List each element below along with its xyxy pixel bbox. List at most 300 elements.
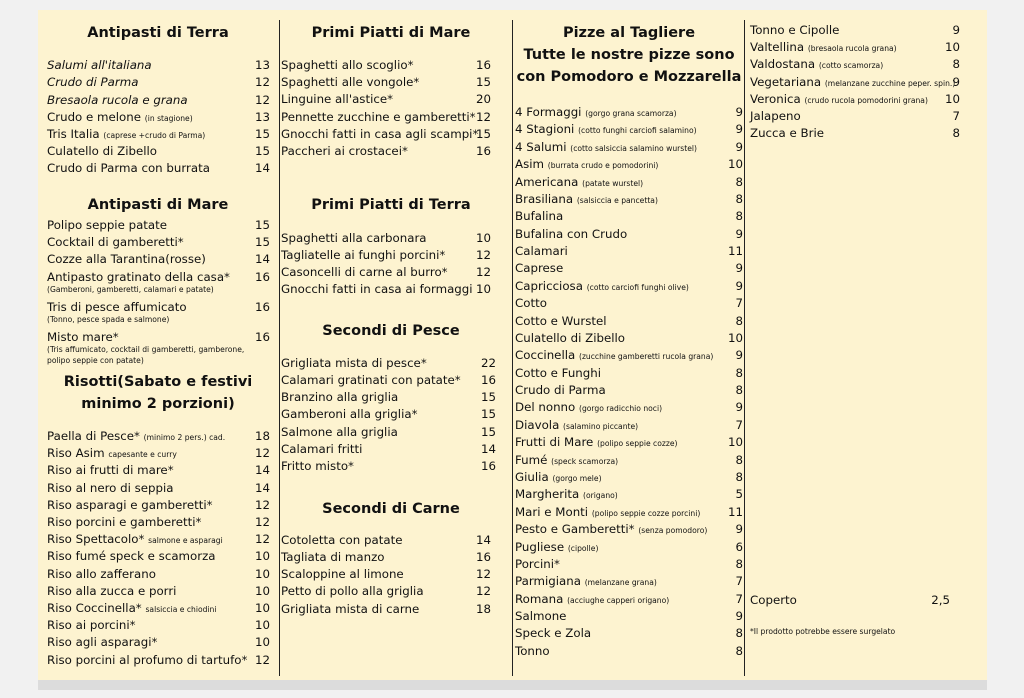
menu-item-row — [515, 331, 625, 345]
menu-item-row — [281, 265, 448, 279]
menu-item-description: (Tonno, pesce spada e salmone) — [47, 315, 170, 324]
menu-item-row — [515, 418, 638, 434]
menu-item-name: Bresaola rucola e grana — [47, 93, 188, 107]
menu-item-price: 16 — [254, 300, 270, 314]
menu-item-description: (melanzane zucchine peper. spin.) — [824, 78, 956, 88]
menu-item-row — [515, 557, 560, 571]
menu-item-name: Tagliatelle ai funghi porcini* — [281, 248, 446, 262]
menu-item-name: Riso al nero di seppia — [47, 480, 174, 495]
menu-item-row — [47, 110, 193, 126]
menu-item-name: Jalapeno — [750, 109, 801, 123]
menu-item-name: 4 Formaggi — [515, 105, 582, 119]
menu-item-row — [47, 58, 152, 72]
menu-item-row — [281, 92, 393, 106]
menu-item-name: Scaloppine al limone — [281, 567, 404, 581]
menu-item-name: Gnocchi fatti in casa ai formaggi — [281, 282, 473, 296]
footnote: *Il prodotto potrebbe essere surgelato — [750, 627, 896, 636]
menu-item-row — [47, 584, 176, 598]
menu-item-price: 8 — [735, 452, 743, 467]
menu-item-row — [47, 93, 188, 107]
menu-item-row — [750, 23, 839, 37]
menu-item-row — [47, 330, 119, 344]
menu-item-price: 9 — [735, 400, 743, 415]
menu-item-row — [281, 127, 478, 141]
menu-item-row — [515, 244, 568, 258]
menu-item-price: 9 — [952, 74, 960, 89]
menu-item-row — [750, 40, 897, 56]
menu-item-price: 16 — [480, 373, 496, 387]
menu-item-row — [47, 653, 247, 667]
menu-item-name: Pennette zucchine e gamberetti* — [281, 110, 476, 124]
menu-item-name: Romana — [515, 591, 564, 606]
section-heading: con Pomodoro e Mozzarella — [516, 69, 742, 85]
menu-item-price: 8 — [735, 209, 743, 224]
menu-item-description: (origano) — [583, 491, 618, 501]
menu-item-name: Riso porcini al profumo di tartufo* — [47, 652, 248, 667]
menu-item-price: 10 — [727, 157, 743, 172]
menu-item-price: 7 — [735, 417, 743, 432]
menu-item-description: salsiccia e chiodini — [145, 605, 217, 614]
menu-item-row — [515, 574, 657, 590]
menu-item-row — [515, 175, 643, 191]
menu-item-description: capesante e curry — [108, 450, 177, 460]
menu-item-row — [515, 505, 700, 521]
menu-item-price: 14 — [254, 480, 270, 495]
menu-item-row — [750, 109, 801, 123]
menu-item-row — [281, 75, 419, 89]
menu-item-row — [47, 218, 167, 232]
menu-item-description: (salsiccia e pancetta) — [576, 195, 658, 205]
menu-item-name: Riso fumé speck e scamorza — [47, 549, 216, 564]
menu-item-row — [515, 470, 602, 486]
menu-item-row — [47, 635, 157, 649]
menu-item-row — [515, 609, 566, 623]
menu-item-price: 8 — [735, 313, 743, 328]
menu-item-row — [281, 356, 427, 370]
menu-item-row — [47, 235, 184, 249]
menu-item-price: 10 — [944, 91, 960, 106]
menu-item-description: (cotto salsiccia salamino wurstel) — [570, 143, 697, 153]
menu-item-row — [47, 300, 187, 314]
menu-item-name: Grigliata mista di pesce* — [281, 356, 427, 370]
menu-item-row — [47, 144, 157, 158]
menu-item-description: salmone e asparagi — [148, 536, 223, 546]
menu-item-description: (polipo seppie cozze porcini) — [591, 508, 701, 518]
menu-item-name: Crudo di Parma — [47, 75, 139, 89]
menu-item-name: Salmone alla griglia — [281, 425, 398, 439]
menu-item-price: 8 — [735, 191, 743, 206]
menu-item-price: 20 — [475, 92, 491, 106]
menu-item-row — [281, 390, 398, 404]
menu-item-row — [515, 227, 627, 241]
menu-item-description: (cotto funghi carciofi salamino) — [578, 126, 697, 136]
menu-item-name: Cotoletta con patate — [281, 533, 403, 547]
menu-item-row — [515, 522, 707, 538]
menu-item-name: Speck e Zola — [515, 626, 592, 641]
menu-item-price: 9 — [952, 23, 960, 37]
menu-item-description: (burrata crudo e pomodorini) — [547, 161, 659, 171]
menu-item-price: 14 — [254, 252, 270, 266]
menu-item-description: (speck scamorza) — [551, 456, 619, 466]
menu-item-price: 10 — [254, 618, 270, 633]
menu-item-name: Mari e Monti — [515, 504, 589, 519]
menu-item-name: Tris Italia — [47, 127, 100, 141]
menu-item-name: Paella di Pesce* — [47, 429, 140, 443]
menu-item-price: 9 — [735, 122, 743, 137]
menu-item-row — [47, 270, 230, 284]
menu-item-description: (acciughe capperi origano) — [567, 595, 670, 605]
menu-item-name: Riso agli asparagi* — [47, 635, 158, 650]
menu-item-row — [515, 592, 669, 608]
menu-item-price: 10 — [727, 435, 743, 450]
menu-item-name: Riso ai porcini* — [47, 618, 136, 633]
menu-item-row — [515, 140, 697, 156]
menu-item-price: 15 — [254, 127, 270, 141]
menu-item-row — [515, 122, 697, 138]
menu-item-name: Cotto — [515, 296, 547, 311]
menu-item-description: (patate wurstel) — [582, 178, 644, 188]
menu-item-row — [47, 446, 177, 462]
menu-item-name: Polipo seppie patate — [47, 218, 168, 232]
menu-item-row — [281, 231, 427, 245]
menu-item-name: Culatello di Zibello — [47, 144, 158, 158]
menu-item-row — [515, 348, 713, 364]
menu-item-price: 12 — [475, 248, 491, 262]
menu-item-name: Brasiliana — [515, 191, 574, 206]
menu-item-name: Antipasto gratinato della casa* — [47, 270, 230, 284]
menu-item-row — [47, 463, 174, 477]
menu-item-price: 9 — [735, 105, 743, 119]
menu-item-row — [515, 261, 563, 275]
menu-item-row — [750, 57, 883, 73]
menu-item-row — [281, 425, 398, 439]
menu-item-name: Americana — [515, 174, 579, 189]
menu-item-price: 12 — [254, 652, 270, 667]
menu-item-price: 18 — [475, 602, 491, 616]
coperto-label: Coperto — [750, 593, 797, 607]
menu-item-row — [47, 127, 205, 143]
menu-item-price: 12 — [254, 497, 270, 512]
menu-item-price: 8 — [735, 626, 743, 641]
menu-item-row — [515, 192, 658, 208]
menu-item-name: Fumé — [515, 452, 548, 467]
menu-item-name: Riso Coccinella* — [47, 601, 142, 615]
menu-item-name: Calamari gratinati con patate* — [281, 373, 461, 387]
menu-item-description: (Gamberoni, gamberetti, calamari e patate) — [47, 285, 214, 294]
column-divider — [744, 20, 745, 676]
menu-item-name: Salumi all'italiana — [47, 58, 152, 72]
menu-item-name: Asim — [515, 157, 544, 172]
menu-item-row — [281, 550, 384, 564]
menu-item-price: 15 — [480, 425, 496, 439]
menu-item-description: (cotto carciofi funghi olive) — [586, 282, 689, 292]
menu-item-price: 15 — [475, 75, 491, 89]
menu-item-row — [515, 314, 607, 328]
section-heading: Tutte le nostre pizze sono — [523, 47, 735, 63]
menu-item-price: 16 — [475, 58, 491, 72]
menu-item-name: Tonno — [515, 643, 550, 658]
menu-item-price: 8 — [952, 126, 960, 141]
menu-item-description: (senza pomodoro) — [638, 526, 708, 536]
menu-item-price: 22 — [480, 356, 496, 370]
menu-item-description: (caprese +crudo di Parma) — [103, 131, 206, 140]
menu-item-row — [47, 161, 210, 175]
menu-item-name: Spaghetti alle vongole* — [281, 75, 420, 89]
menu-item-name: Cocktail di gamberetti* — [47, 235, 184, 249]
menu-item-name: Tris di pesce affumicato — [47, 300, 187, 314]
menu-item-row — [515, 157, 658, 173]
menu-item-row — [281, 58, 413, 72]
menu-item-name: Riso Asim — [47, 446, 105, 461]
menu-item-row — [281, 567, 404, 581]
menu-item-name: Gamberoni alla griglia* — [281, 407, 418, 421]
menu-item-row — [515, 279, 689, 295]
menu-item-description: (minimo 2 pers.) cad. — [143, 433, 226, 442]
menu-item-name: Pugliese — [515, 539, 565, 554]
menu-item-description: (melanzane grana) — [584, 578, 657, 588]
menu-item-price: 5 — [735, 487, 743, 502]
menu-item-name: Bufalina con Crudo — [515, 226, 628, 241]
menu-item-row — [281, 459, 354, 473]
menu-item-name: Valdostana — [750, 57, 816, 72]
section-heading: Secondi di Carne — [322, 501, 460, 517]
menu-item-name: Riso Spettacolo* — [47, 532, 145, 547]
menu-item-price: 8 — [952, 57, 960, 72]
menu-item-row — [515, 209, 563, 223]
menu-item-price: 13 — [254, 58, 270, 72]
menu-item-row — [281, 442, 362, 456]
menu-item-name: Riso asparagi e gamberetti* — [47, 497, 213, 512]
menu-item-row — [47, 498, 213, 512]
menu-item-price: 8 — [735, 556, 743, 571]
menu-item-description: (gorgo grana scamorza) — [585, 109, 677, 118]
menu-item-price: 9 — [735, 522, 743, 537]
menu-item-name: Culatello di Zibello — [515, 330, 626, 345]
menu-item-name: Riso alla zucca e porri — [47, 583, 177, 598]
menu-item-name: Giulia — [515, 469, 549, 484]
menu-item-price: 12 — [475, 567, 491, 581]
menu-item-name: Valtellina — [750, 40, 805, 55]
coperto-price: 2,5 — [931, 593, 950, 607]
menu-item-price: 10 — [944, 40, 960, 55]
menu-item-description: (gorgo radicchio noci) — [578, 404, 663, 414]
menu-item-row — [47, 429, 225, 445]
menu-item-name: Calamari fritti — [281, 442, 363, 456]
menu-item-row — [281, 248, 445, 262]
menu-item-description: (Tris affumicato, cocktail di gamberetti, gamberone, — [47, 345, 245, 354]
menu-item-name: Del nonno — [515, 400, 576, 415]
menu-item-name: 4 Stagioni — [515, 122, 575, 137]
menu-item-row — [515, 540, 598, 556]
menu-item-price: 14 — [254, 463, 270, 478]
menu-item-row — [515, 105, 677, 121]
menu-item-name: Cotto e Wurstel — [515, 313, 607, 328]
menu-item-price: 14 — [475, 533, 491, 547]
menu-item-row — [515, 400, 662, 416]
menu-item-name: Branzino alla griglia — [281, 390, 399, 404]
column-divider — [512, 20, 513, 676]
menu-item-price: 14 — [480, 442, 496, 456]
menu-item-name: Fritto misto* — [281, 459, 354, 473]
menu-item-price: 16 — [254, 270, 270, 284]
menu-item-price: 10 — [254, 635, 270, 650]
menu-item-price: 7 — [735, 591, 743, 606]
menu-page — [38, 10, 987, 680]
column-divider — [279, 20, 280, 676]
menu-item-price: 8 — [735, 469, 743, 484]
menu-item-price: 15 — [480, 407, 496, 421]
menu-item-row — [750, 126, 824, 140]
menu-item-row — [47, 618, 136, 632]
menu-item-price: 7 — [735, 574, 743, 589]
menu-item-price: 12 — [254, 446, 270, 461]
section-heading: Pizze al Tagliere — [562, 25, 696, 41]
menu-item-price: 9 — [735, 226, 743, 241]
menu-item-name: Zucca e Brie — [750, 126, 824, 141]
menu-item-price: 10 — [727, 330, 743, 345]
menu-item-name: Capricciosa — [515, 278, 583, 293]
menu-item-price: 8 — [735, 365, 743, 380]
menu-item-description: (in stagione) — [144, 114, 193, 123]
menu-item-price: 12 — [475, 584, 491, 598]
menu-item-name: Coccinella — [515, 348, 576, 363]
menu-item-name: Caprese — [515, 261, 564, 276]
menu-item-price: 10 — [254, 549, 270, 564]
menu-item-price: 12 — [475, 110, 491, 124]
menu-item-price: 8 — [735, 383, 743, 398]
menu-item-name: Frutti di Mare — [515, 435, 594, 450]
menu-item-name: Misto mare* — [47, 330, 119, 344]
menu-item-name: Paccheri ai crostacei* — [281, 144, 408, 158]
menu-item-row — [281, 110, 476, 124]
menu-item-price: 9 — [735, 348, 743, 363]
menu-item-description: (bresaola rucola grana) — [807, 44, 897, 54]
section-heading: Primi Piatti di Mare — [311, 25, 471, 41]
menu-item-price: 16 — [475, 550, 491, 564]
menu-item-price: 18 — [254, 429, 270, 443]
menu-item-price: 6 — [735, 539, 743, 554]
menu-item-row — [47, 481, 174, 495]
menu-item-name: Cozze alla Tarantina(rosse) — [47, 252, 206, 266]
menu-item-name: Cotto e Funghi — [515, 365, 602, 380]
menu-item-row — [515, 383, 606, 397]
menu-item-row — [515, 644, 550, 658]
menu-item-row — [281, 144, 408, 158]
menu-item-row — [281, 533, 402, 547]
menu-item-name: Pesto e Gamberetti* — [515, 522, 635, 537]
menu-item-name: Margherita — [515, 487, 580, 502]
section-heading: minimo 2 porzioni) — [81, 396, 235, 412]
menu-item-description: (salamino piccante) — [563, 421, 639, 431]
menu-item-name: 4 Salumi — [515, 139, 567, 154]
menu-item-row — [750, 75, 955, 91]
menu-item-price: 15 — [480, 390, 496, 404]
menu-item-price: 9 — [735, 278, 743, 293]
menu-item-row — [47, 601, 216, 617]
menu-item-price: 15 — [475, 127, 491, 141]
page-shadow — [38, 680, 987, 690]
menu-item-description: (crudo rucola pomodorini grana) — [804, 95, 928, 105]
menu-item-description: polipo seppie con patate) — [47, 356, 144, 365]
menu-item-name: Crudo e melone — [47, 110, 142, 124]
menu-item-row — [47, 532, 223, 548]
menu-item-row — [515, 487, 618, 503]
menu-item-price: 7 — [735, 296, 743, 311]
menu-item-description: (cipolle) — [567, 543, 599, 553]
menu-item-row — [515, 453, 618, 469]
menu-item-description: (polipo seppie cozze) — [597, 439, 678, 449]
menu-item-name: Riso allo zafferano — [47, 566, 156, 581]
menu-item-row — [750, 92, 928, 108]
menu-item-name: Gnocchi fatti in casa agli scampi* — [281, 127, 479, 141]
menu-item-row — [281, 282, 473, 296]
menu-item-name: Veronica — [750, 91, 801, 106]
menu-item-price: 15 — [254, 235, 270, 249]
menu-item-description: (cotto scamorza) — [818, 61, 884, 71]
menu-item-name: Tagliata di manzo — [281, 550, 385, 564]
section-heading: Secondi di Pesce — [322, 323, 460, 339]
menu-item-name: Crudo di Parma con burrata — [47, 161, 210, 175]
menu-item-price: 11 — [727, 244, 743, 259]
menu-item-name: Bufalina — [515, 209, 564, 224]
menu-item-description: (zucchine gamberetti rucola grana) — [578, 352, 714, 362]
menu-item-price: 11 — [727, 504, 743, 519]
menu-item-description: (gorgo mele) — [552, 473, 602, 483]
menu-item-price: 8 — [735, 174, 743, 189]
menu-item-name: Vegetariana — [750, 74, 822, 89]
menu-item-row — [515, 366, 601, 380]
menu-item-price: 9 — [735, 261, 743, 276]
section-heading: Antipasti di Mare — [87, 197, 229, 213]
menu-item-name: Diavola — [515, 417, 560, 432]
menu-item-price: 10 — [475, 282, 491, 296]
menu-item-price: 15 — [254, 218, 270, 232]
menu-item-price: 10 — [254, 566, 270, 581]
menu-item-row — [47, 252, 206, 266]
menu-item-name: Calamari — [515, 244, 568, 259]
menu-item-name: Salmone — [515, 609, 567, 624]
menu-item-price: 10 — [254, 583, 270, 598]
menu-item-price: 10 — [475, 231, 491, 245]
menu-item-row — [47, 567, 156, 581]
menu-item-name: Riso porcini e gamberetti* — [47, 515, 202, 529]
menu-item-name: Spaghetti allo scoglio* — [281, 58, 414, 72]
menu-item-name: Riso ai frutti di mare* — [47, 463, 174, 478]
menu-item-price: 16 — [254, 330, 270, 344]
menu-item-price: 16 — [480, 459, 496, 473]
menu-item-name: Tonno e Cipolle — [750, 23, 840, 37]
menu-item-price: 12 — [254, 532, 270, 547]
section-heading: Antipasti di Terra — [87, 25, 229, 41]
menu-item-row — [47, 549, 216, 563]
menu-item-price: 9 — [735, 609, 743, 624]
menu-item-row — [47, 75, 138, 89]
menu-item-price: 13 — [254, 110, 270, 124]
section-heading: Primi Piatti di Terra — [311, 197, 471, 213]
menu-item-name: Spaghetti alla carbonara — [281, 231, 427, 245]
menu-item-name: Crudo di Parma — [515, 383, 606, 398]
menu-item-price: 12 — [254, 75, 270, 89]
menu-item-row — [47, 515, 201, 529]
menu-item-row — [515, 296, 547, 310]
menu-item-name: Petto di pollo alla griglia — [281, 584, 424, 598]
menu-item-name: Linguine all'astice* — [281, 92, 394, 106]
menu-item-name: Porcini* — [515, 556, 560, 571]
menu-item-price: 7 — [952, 109, 960, 123]
menu-item-row — [515, 435, 677, 451]
menu-item-price: 8 — [735, 643, 743, 658]
menu-item-row — [281, 373, 461, 387]
